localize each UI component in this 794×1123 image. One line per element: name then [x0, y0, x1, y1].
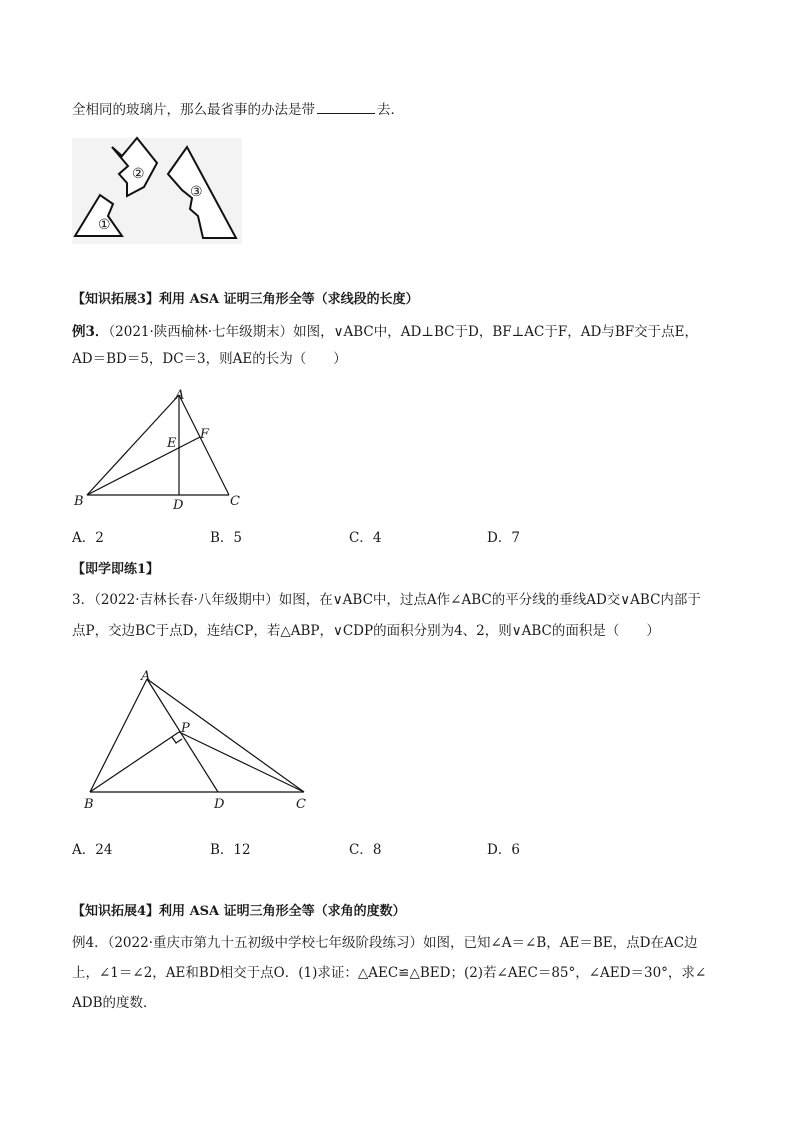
problem3-option-a[interactable]: A．24: [72, 842, 113, 858]
example3-label: 例3．: [72, 324, 109, 340]
label-B: B: [84, 797, 94, 812]
example4-line3: ADB的度数．: [72, 995, 157, 1011]
label-D: D: [173, 498, 184, 513]
segment-AB: [90, 679, 147, 792]
problem3-option-d[interactable]: D．6: [487, 842, 520, 858]
segment-BF: [87, 437, 200, 495]
intro-text-end: 去．: [377, 102, 404, 118]
label-F: F: [200, 427, 210, 442]
answer-blank: [317, 100, 375, 114]
example3-option-b[interactable]: B．5: [210, 530, 243, 546]
example3-option-c[interactable]: C．4: [349, 530, 382, 546]
segment-AC: [179, 395, 229, 495]
problem3-line2: 点P，交边BC于点D，连结CP，若△ABP，∨CDP的面积分别为4、2，则∨ABC的面积是（ ）: [72, 623, 660, 639]
right-angle-mark: [172, 737, 182, 743]
label-A: A: [175, 388, 185, 403]
label-P: P: [181, 721, 190, 736]
intro-line: [72, 100, 404, 120]
label-A: A: [141, 669, 151, 684]
segment-AC: [147, 679, 304, 792]
problem3-line1: 3．（2022·吉林长春·八年级期中）如图，在∨ABC中，过点A作∠ABC的平分线的垂线AD交∨ABC内部于: [72, 592, 701, 608]
problem3-triangle-figure: [72, 665, 322, 815]
practice-heading: 【即学即练1】: [72, 562, 160, 577]
label-D: D: [214, 797, 225, 812]
example4-line1: 例4．（2022·重庆市第九十五初级中学校七年级阶段练习）如图，已知∠A＝∠B，AE＝BE，点D在AC边: [72, 935, 698, 951]
example3-triangle-figure: [72, 385, 272, 515]
label-B: B: [74, 494, 84, 509]
example4-line2: 上，∠1＝∠2，AE和BD相交于点O．(1)求证：△AEC≌△BED；(2)若∠AEC＝85°，∠AED＝30°，求∠: [72, 965, 707, 981]
glass-pieces-figure: [72, 138, 242, 244]
problem3-option-c[interactable]: C．8: [349, 842, 382, 858]
glass-label-2: ②: [132, 166, 145, 182]
glass-label-1: ①: [98, 217, 111, 233]
example3-line2: AD＝BD＝5，DC＝3，则AE的长为（ ）: [72, 351, 347, 367]
segment-AB: [87, 395, 179, 495]
section-heading-4: 【知识拓展4】利用 ASA 证明三角形全等（求角的度数）: [72, 904, 406, 919]
label-E: E: [167, 436, 177, 451]
segment-BP: [90, 732, 179, 792]
label-C: C: [230, 494, 240, 509]
intro-text: 全相同的玻璃片，那么最省事的办法是带: [72, 102, 315, 118]
label-C: C: [296, 797, 306, 812]
example3-text1: （2021·陕西榆林·七年级期末）如图，∨ABC中，AD⊥BC于D，BF⊥AC于F，AD与BF交于点E，: [108, 324, 698, 340]
example3-line1: [72, 322, 698, 342]
example3-option-d[interactable]: D．7: [487, 530, 520, 546]
section-heading-3: 【知识拓展3】利用 ASA 证明三角形全等（求线段的长度）: [72, 292, 419, 307]
glass-label-3: ③: [190, 184, 203, 200]
problem3-option-b[interactable]: B．12: [210, 842, 251, 858]
segment-CP: [179, 732, 304, 792]
example3-option-a[interactable]: A．2: [72, 530, 104, 546]
